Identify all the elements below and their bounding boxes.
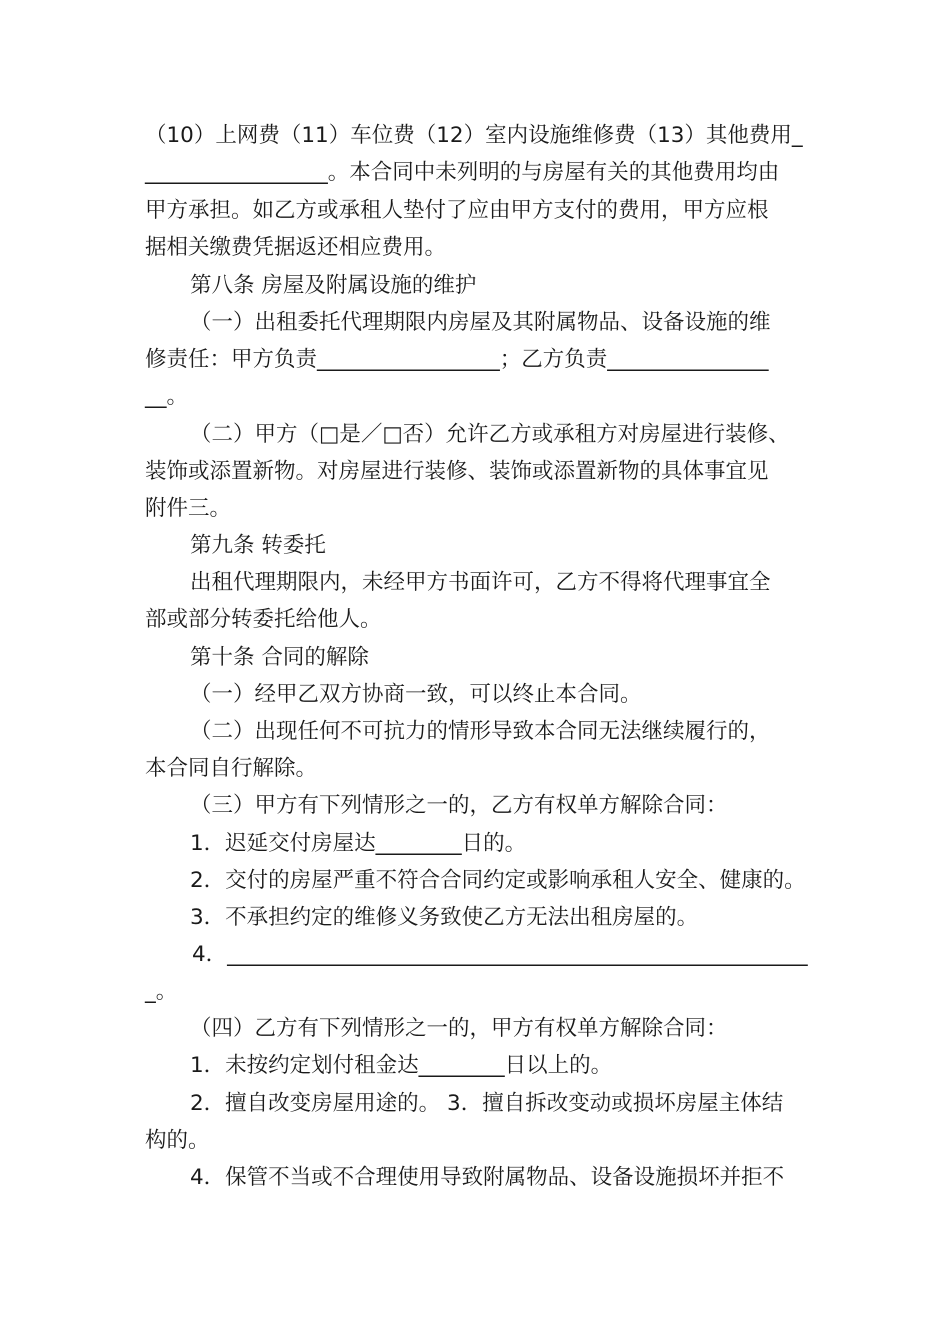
text-line: 部或部分转委托给他人。 [145, 607, 382, 632]
text-line: 甲方承担。如乙方或承租人垫付了应由甲方支付的费用，甲方应根 [145, 198, 769, 223]
text-line: 修责任：甲方负责_________________；乙方负责_______________ [145, 347, 769, 372]
text-line: 附件三。 [145, 496, 232, 521]
text-line: 出租代理期限内，未经甲方书面许可，乙方不得将代理事宜全 [190, 570, 771, 595]
text-line: （三）甲方有下列情形之一的，乙方有权单方解除合同： [190, 793, 728, 818]
list-item: 2．交付的房屋严重不符合合同约定或影响承租人安全、健康的。 [190, 868, 806, 893]
text-line: 本合同自行解除。 [145, 756, 318, 781]
list-item: 4．保管不当或不合理使用导致附属物品、设备设施损坏并拒不 [190, 1165, 785, 1190]
text-line: 构的。 [145, 1128, 210, 1153]
section-heading: 第九条 转委托 [190, 533, 326, 558]
text-line: （四）乙方有下列情形之一的，甲方有权单方解除合同： [190, 1016, 728, 1041]
list-item: 4．______________________________________________________ [192, 942, 808, 967]
section-heading: 第十条 合同的解除 [190, 645, 369, 670]
text-line: （10）上网费（11）车位费（12）室内设施维修费（13）其他费用_ [145, 123, 803, 148]
text-line: （二）甲方（□是／□否）允许乙方或承租方对房屋进行装修、 [190, 422, 790, 447]
list-item: 3．不承担约定的维修义务致使乙方无法出租房屋的。 [190, 905, 699, 930]
text-line: 装饰或添置新物。对房屋进行装修、装饰或添置新物的具体事宜见 [145, 459, 769, 484]
list-item: 1．迟延交付房屋达________日的。 [190, 831, 527, 856]
text-line: （二）出现任何不可抗力的情形导致本合同无法继续履行的， [190, 719, 771, 744]
text-line: 据相关缴费凭据返还相应费用。 [145, 235, 447, 260]
list-item: 1．未按约定划付租金达________日以上的。 [190, 1053, 613, 1078]
text-line: _。 [145, 979, 178, 1004]
text-line: （一）经甲乙双方协商一致，可以终止本合同。 [190, 682, 642, 707]
text-line: _________________。本合同中未列明的与房屋有关的其他费用均由 [145, 160, 780, 185]
section-heading: 第八条 房屋及附属设施的维护 [190, 273, 477, 298]
text-line: __。 [145, 384, 189, 409]
list-item: 2．擅自改变房屋用途的。 3．擅自拆改变动或损坏房屋主体结 [190, 1091, 784, 1116]
text-line: （一）出租委托代理期限内房屋及其附属物品、设备设施的维 [190, 310, 771, 335]
